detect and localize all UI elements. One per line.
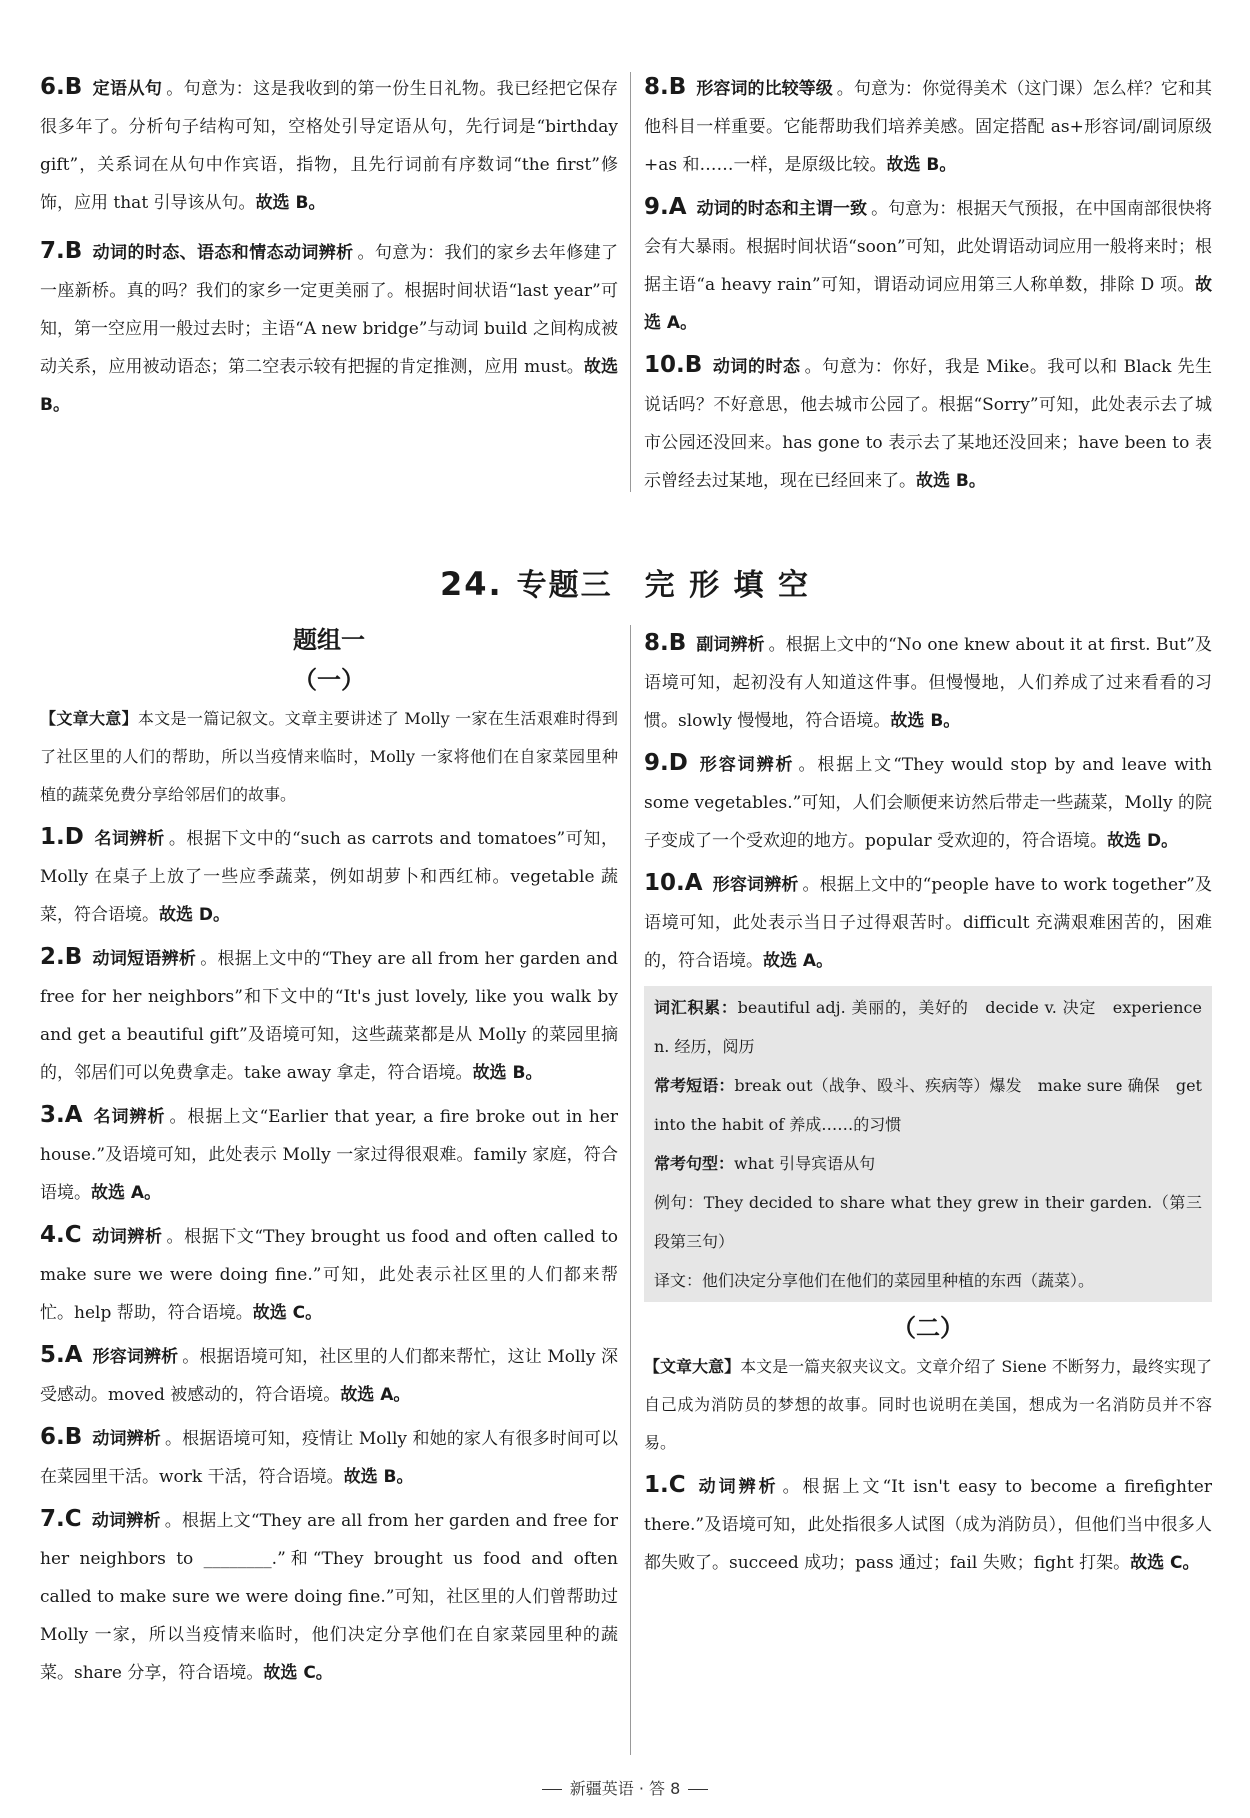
summary-text: 本文是一篇夹叙夹议文。文章介绍了 Siene 不断努力，最终实现了自己成为消防员的梦想的故事。同时也说明在美国，想成为一名消防员并不容易。 bbox=[644, 1357, 1212, 1452]
footer-rule bbox=[688, 1789, 708, 1790]
answer: 故选 A。 bbox=[644, 275, 1212, 333]
answer-item bbox=[40, 1096, 618, 1212]
topic-tag: 形容词辨析 bbox=[697, 755, 795, 775]
answer: 故选 A。 bbox=[763, 951, 834, 971]
section-title bbox=[0, 560, 1250, 604]
summary-tag: 【文章大意】 bbox=[40, 709, 138, 728]
explanation: 。根据下文中的“such as carrots and tomatoes”可知，Molly 在桌子上放了一些应季蔬菜，例如胡萝卜和西红柿。vegetable 蔬菜，符合语境。 bbox=[40, 829, 619, 925]
vocab-text: beautiful adj. 美丽的，美好的 decide v. 决定 experience n. 经历，阅历 bbox=[654, 998, 1202, 1056]
top-left-column bbox=[40, 68, 618, 428]
topic-tag: 形容词辨析 bbox=[712, 875, 799, 895]
summary-tag: 【文章大意】 bbox=[644, 1357, 741, 1376]
explanation: 。根据下文“They brought us food and often called to make sure we were doing fine.”可知，此处表示社区里的人们都来帮忙。help 帮助，符合语境。 bbox=[40, 1227, 619, 1323]
topic-tag: 形容词的比较等级 bbox=[696, 79, 833, 99]
explanation: 。根据上文中的“They are all from her garden and free for her neighbors”和下文中的“It's just lovely, like you walk by and get a beautiful gift”及语境可知，这些蔬菜都是从 Molly 的菜园里摘的，邻居们可以免费拿走。take away 拿走，符合语境。 bbox=[40, 949, 619, 1083]
explanation: 。根据语境可知，社区里的人们都来帮忙，这让 Molly 深受感动。moved 被感动的，符合语境。 bbox=[40, 1347, 618, 1405]
question-number: 2.B bbox=[40, 944, 83, 970]
explanation: 。根据上文“They would stop by and leave with some vegetables.”可知，人们会顺便来访然后带走一些蔬菜，Molly 的院子变成了一个受欢迎的地方。popular 受欢迎的，符合语境。 bbox=[644, 755, 1213, 851]
answer: 故选 C。 bbox=[252, 1303, 323, 1323]
answer-item bbox=[644, 864, 1212, 980]
question-number: 7.C bbox=[40, 1506, 82, 1532]
answer: 故选 D。 bbox=[159, 905, 231, 925]
vocabulary-box bbox=[644, 986, 1212, 1302]
explanation: 。根据上文中的“people have to work together”及语境可知，此处表示当日子过得艰苦时。difficult 充满艰难困苦的，困难的，符合语境。 bbox=[644, 875, 1213, 971]
topic-tag: 动词辨析 bbox=[92, 1429, 161, 1449]
question-number: 6.B bbox=[40, 1424, 83, 1450]
topic-tag: 定语从句 bbox=[92, 79, 163, 99]
passage-heading: （二） bbox=[892, 1314, 964, 1342]
question-number: 1.C bbox=[644, 1472, 686, 1498]
summary-text: 本文是一篇记叙文。文章主要讲述了 Molly 一家在生活艰难时得到了社区里的人们的帮助，所以当疫情来临时，Molly 一家将他们在自家菜园里种植的蔬菜免费分享给邻居们的故事。 bbox=[40, 709, 618, 804]
topic-tag: 动词辨析 bbox=[695, 1477, 779, 1497]
passage-summary bbox=[644, 1348, 1212, 1462]
answer: 故选 B。 bbox=[343, 1467, 414, 1487]
question-number: 10.A bbox=[644, 870, 703, 896]
answer-item bbox=[40, 1216, 618, 1332]
answer-item bbox=[40, 938, 618, 1092]
answer-item bbox=[644, 744, 1212, 860]
explanation: 。根据语境可知，疫情让 Molly 和她的家人有很多时间可以在菜园里干活。work 干活，符合语境。 bbox=[40, 1429, 618, 1487]
answer-item bbox=[40, 232, 618, 424]
question-number: 6.B bbox=[40, 74, 83, 100]
question-number: 8.B bbox=[644, 630, 687, 656]
topic-tag: 名词辨析 bbox=[93, 829, 165, 849]
column-divider bbox=[630, 625, 631, 1755]
answer-item bbox=[40, 1418, 618, 1496]
explanation: 。句意为：我们的家乡去年修建了一座新桥。真的吗？我们的家乡一定更美丽了。根据时间状语“last year”可知，第一空应用一般过去时；主语“A new bridge”与动词 build 之间构成被动关系，应用被动语态；第二空表示较有把握的肯定推测，应用 must。 bbox=[40, 243, 618, 377]
example-translation: 译文：他们决定分享他们在他们的菜园里种植的东西（蔬菜）。 bbox=[654, 1271, 1095, 1290]
column-divider bbox=[630, 72, 631, 492]
answer-item bbox=[40, 68, 618, 222]
answer-item bbox=[40, 1500, 618, 1692]
answer: 故选 C。 bbox=[263, 1663, 333, 1683]
explanation: 。根据上文“Earlier that year, a fire broke out in her house.”及语境可知，此处表示 Molly 一家过得很艰难。family 家庭，符合语境。 bbox=[40, 1107, 619, 1203]
example-sentence: 例句：They decided to share what they grew in their garden.（第三段第三句） bbox=[654, 1193, 1202, 1251]
explanation: 。根据上文中的“No one knew about it at first. But”及语境可知，起初没有人知道这件事。但慢慢地，人们养成了过来看看的习惯。slowly 慢慢地，符合语境。 bbox=[644, 635, 1213, 731]
bottom-right-column bbox=[644, 624, 1212, 1586]
answer: 故选 D。 bbox=[1107, 831, 1179, 851]
phrase-label: 常考短语： bbox=[654, 1076, 735, 1095]
page-footer bbox=[0, 1776, 1250, 1799]
question-number: 3.A bbox=[40, 1102, 83, 1128]
answer-item bbox=[644, 1466, 1212, 1582]
top-right-column bbox=[644, 68, 1212, 504]
vocab-label: 词汇积累： bbox=[654, 998, 738, 1017]
answer-item bbox=[644, 624, 1212, 740]
answer: 故选 B。 bbox=[40, 357, 618, 415]
answer-item bbox=[644, 346, 1212, 500]
question-number: 4.C bbox=[40, 1222, 82, 1248]
answer-item bbox=[40, 818, 618, 934]
explanation: 。根据上文“They are all from her garden and free for her neighbors to ________.”和“They brought us food and often called to make sure we were doing fine.”可知，社区里的人们曾帮助过 Molly 一家，所以当疫情来临时，他们决定分享他们在自家菜园里种的蔬菜。share 分享，符合语境。 bbox=[40, 1511, 619, 1683]
answer: 故选 B。 bbox=[890, 711, 961, 731]
question-number: 5.A bbox=[40, 1342, 83, 1368]
question-number: 9.D bbox=[644, 750, 688, 776]
question-number: 7.B bbox=[40, 238, 83, 264]
answer-item bbox=[644, 68, 1212, 184]
explanation: 。句意为：根据天气预报，在中国南部很快将会有大暴雨。根据时间状语“soon”可知，此处谓语动词应用一般将来时；根据主语“a heavy rain”可知，谓语动词应用第三人称单数，排除 D 项。 bbox=[644, 199, 1213, 295]
answer-item bbox=[644, 188, 1212, 342]
explanation: 。句意为：这是我收到的第一份生日礼物。我已经把它保存很多年了。分析句子结构可知，空格处引导定语从句，先行词是“birthday gift”，关系词在从句中作宾语，指物，且先行词前有序数词“the first”修饰，应用 that 引导该从句。 bbox=[40, 79, 618, 213]
question-number: 10.B bbox=[644, 352, 703, 378]
answer: 故选 A。 bbox=[91, 1183, 162, 1203]
topic-tag: 动词的时态 bbox=[712, 357, 801, 377]
footer-rule bbox=[542, 1789, 562, 1790]
explanation: 。句意为：你好，我是 Mike。我可以和 Black 先生说话吗？不好意思，他去城市公园了。根据“Sorry”可知，此处表示去了城市公园还没回来。has gone to 表示去了某地还没回来；have been to 表示曾经去过某地，现在已经回来了。 bbox=[644, 357, 1212, 491]
passage-heading: （一） bbox=[293, 666, 365, 694]
answer: 故选 B。 bbox=[255, 193, 326, 213]
topic-tag: 动词辨析 bbox=[91, 1227, 163, 1247]
sentence-pattern-label: 常考句型： bbox=[654, 1154, 735, 1173]
topic-tag: 动词短语辨析 bbox=[92, 949, 197, 969]
question-number: 1.D bbox=[40, 824, 84, 850]
answer-item bbox=[40, 1336, 618, 1414]
group-heading: 题组一 bbox=[293, 626, 365, 654]
bottom-left-column bbox=[40, 620, 618, 1696]
topic-tag: 副词辨析 bbox=[696, 635, 765, 655]
section-name: 专题三 完 形 填 空 bbox=[516, 568, 811, 603]
answer: 故选 B。 bbox=[886, 155, 957, 175]
topic-tag: 动词的时态、语态和情态动词辨析 bbox=[92, 243, 354, 263]
topic-tag: 名词辨析 bbox=[92, 1107, 166, 1127]
topic-tag: 动词的时态和主谓一致 bbox=[696, 199, 868, 219]
section-number: 24. bbox=[439, 565, 503, 603]
phrase-text: break out（战争、殴斗、疾病等）爆发 make sure 确保 get into the habit of 养成……的习惯 bbox=[654, 1076, 1202, 1134]
question-number: 9.A bbox=[644, 194, 687, 220]
answer: 故选 A。 bbox=[340, 1385, 411, 1405]
topic-tag: 动词辨析 bbox=[91, 1511, 161, 1531]
answer: 故选 B。 bbox=[916, 471, 986, 491]
question-number: 8.B bbox=[644, 74, 687, 100]
explanation: 。根据上文“It isn't easy to become a firefighter there.”及语境可知，此处指很多人试图（成为消防员），但他们当中很多人都失败了。succeed 成功；pass 通过；fail 失败；fight 打架。 bbox=[644, 1477, 1212, 1573]
topic-tag: 形容词辨析 bbox=[92, 1347, 179, 1367]
explanation: 。句意为：你觉得美术（这门课）怎么样？它和其他科目一样重要。它能帮助我们培养美感。固定搭配 as+形容词/副词原级+as 和……一样，是原级比较。 bbox=[644, 79, 1212, 175]
sentence-pattern-text: what 引导宾语从句 bbox=[734, 1154, 876, 1173]
answer: 故选 C。 bbox=[1130, 1553, 1200, 1573]
footer-text: 新疆英语 · 答 8 bbox=[569, 1779, 681, 1798]
passage-summary bbox=[40, 700, 618, 814]
answer: 故选 B。 bbox=[472, 1063, 543, 1083]
